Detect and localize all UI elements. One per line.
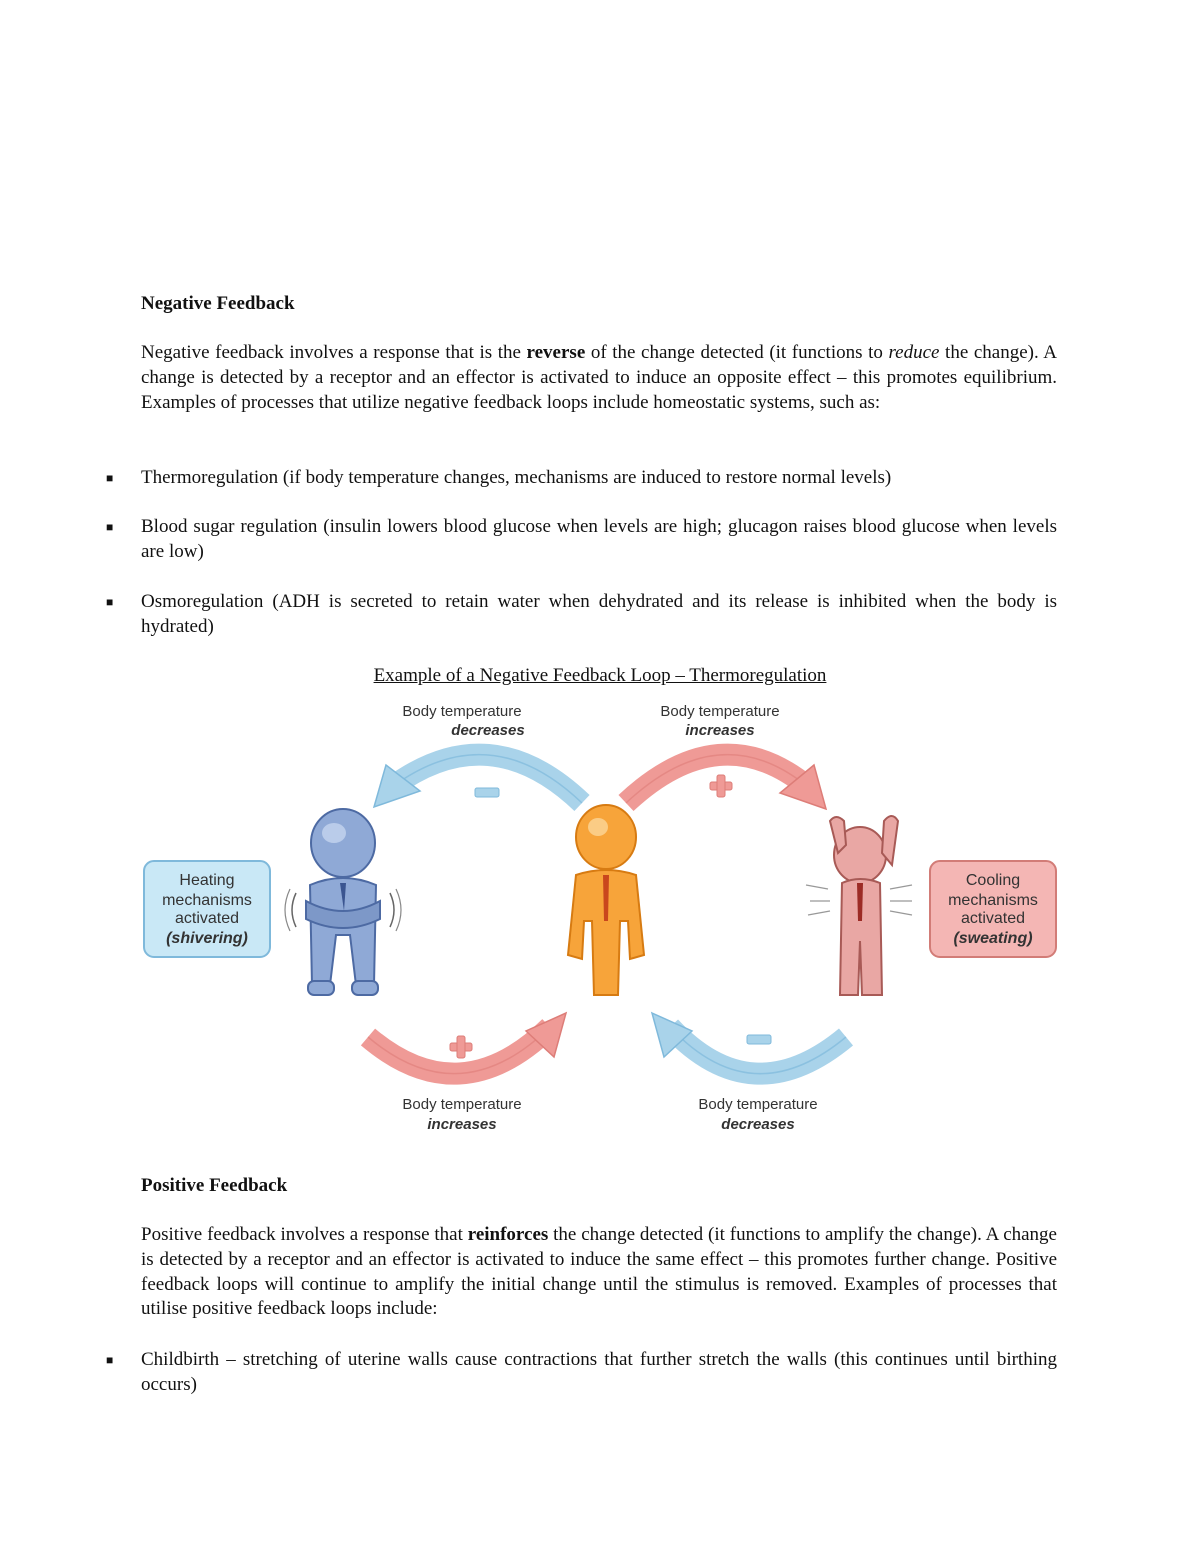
label-top-left-line1: Body temperature	[402, 703, 522, 720]
cooling-line3: activated	[960, 910, 1026, 927]
bullet-marker: ■	[106, 1353, 114, 1367]
paragraph-text: the change detected (it functions to amplify the change). A change is detected by a receptor and an effector is activated to induce the same effect – this promotes further change. Positive feedback loops will continue to amplify the initial change until the stimulus is removed. Examples of processes that utilise positive feedback loops include:	[141, 1224, 1057, 1320]
paragraph-text: the change). A change is detected by a receptor and an effector is activated to induce an opposite effect – this promotes equilibrium. Examples of processes that utilize negative feedback loops include homeostatic systems, such as:	[141, 342, 1057, 413]
label-top-right-line1: Body temperature	[660, 703, 780, 720]
bullet-marker: ■	[106, 595, 114, 609]
heating-line4: (shivering)	[166, 930, 248, 947]
minus-icon	[747, 1035, 771, 1044]
bold-term-reinforces: reinforces	[467, 1224, 549, 1245]
label-bottom-left-line2: increases	[427, 1116, 497, 1133]
label-top-left-line2: decreases	[451, 722, 525, 739]
plus-icon	[450, 1036, 472, 1058]
negative-paragraph	[141, 341, 1057, 415]
negative-heading: Negative Feedback	[141, 293, 295, 314]
bold-term-reverse: reverse	[526, 342, 586, 363]
thermoregulation-diagram	[130, 695, 1070, 1145]
paragraph-text: Positive feedback involves a response that	[141, 1224, 468, 1245]
label-bottom-right-line1: Body temperature	[698, 1096, 818, 1113]
heating-line3: activated	[174, 910, 240, 927]
neutral-figure	[568, 805, 644, 995]
italic-term-reduce: reduce	[888, 342, 940, 363]
bullet-item-osmoregulation: Osmoregulation (ADH is secreted to retain water when dehydrated and its release is inhibited when the body is hydrated)	[141, 591, 1057, 637]
plus-icon	[710, 775, 732, 797]
heating-line2: mechanisms	[162, 892, 252, 909]
arrow-top-left-blue	[374, 755, 582, 807]
minus-icon	[475, 788, 499, 797]
label-top-right-line2: increases	[685, 722, 755, 739]
figure-caption: Example of a Negative Feedback Loop – Thermoregulation	[373, 665, 827, 686]
label-bottom-left-line1: Body temperature	[402, 1096, 522, 1113]
cooling-line4: (sweating)	[953, 930, 1033, 947]
positive-paragraph	[141, 1223, 1057, 1322]
positive-heading: Positive Feedback	[141, 1175, 288, 1196]
bullet-marker: ■	[106, 471, 114, 485]
paragraph-text: of the change detected (it functions to	[585, 342, 889, 363]
paragraph-text: Negative feedback involves a response that is the	[141, 342, 527, 363]
bullet-item-blood-sugar: Blood sugar regulation (insulin lowers blood glucose when levels are high; glucagon raises blood glucose when levels are low)	[141, 516, 1057, 562]
cooling-line2: mechanisms	[948, 892, 1038, 909]
shivering-figure	[285, 809, 401, 995]
bullet-marker: ■	[106, 520, 114, 534]
label-bottom-right-line2: decreases	[721, 1116, 795, 1133]
bullet-item-thermoregulation: Thermoregulation (if body temperature changes, mechanisms are induced to restore normal levels)	[141, 467, 892, 488]
heating-line1: Heating	[179, 872, 235, 889]
sweating-figure	[806, 816, 912, 995]
bullet-item-childbirth: Childbirth – stretching of uterine walls cause contractions that further stretch the walls (this continues until birthing occurs)	[141, 1349, 1057, 1395]
cooling-line1: Cooling	[965, 872, 1021, 889]
